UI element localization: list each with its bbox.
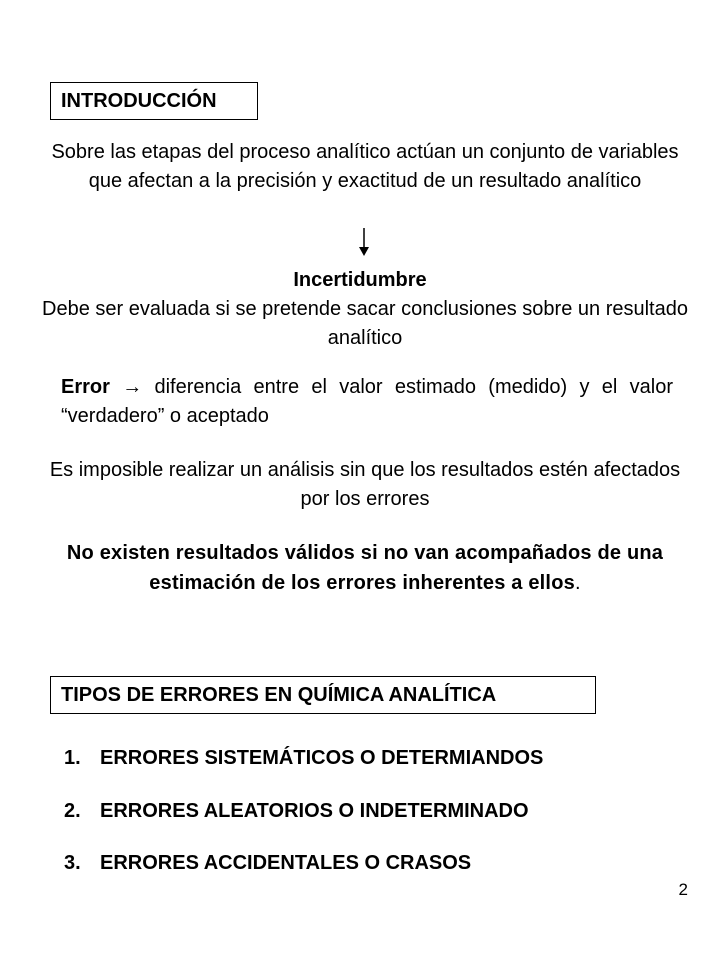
down-arrow-icon bbox=[356, 228, 372, 256]
error-term: Error bbox=[61, 376, 110, 398]
page-number: 2 bbox=[678, 880, 688, 899]
list-item-number: 1. bbox=[64, 747, 81, 769]
impossible-paragraph: Es imposible realizar un análisis sin que los resultados estén afectados por los errores bbox=[49, 459, 681, 510]
list-item bbox=[64, 799, 529, 823]
list-item-number: 2. bbox=[64, 800, 81, 822]
uncertainty-description: Debe ser evaluada si se pretende sacar conclusiones sobre un resultado analítico bbox=[42, 298, 688, 349]
list-item-label: ERRORES SISTEMÁTICOS O DETERMIANDOS bbox=[100, 747, 544, 769]
list-item bbox=[64, 746, 543, 770]
list-item bbox=[64, 851, 471, 875]
list-item-label: ERRORES ACCIDENTALES O CRASOS bbox=[100, 852, 472, 874]
key-statement-end: . bbox=[574, 572, 581, 594]
list-item-number: 3. bbox=[64, 852, 81, 874]
intro-paragraph: Sobre las etapas del proceso analítico actúan un conjunto de variables que afectan a la precisión y exactitud de un resultado analítico bbox=[51, 141, 679, 192]
error-definition bbox=[61, 373, 673, 431]
list-item-label: ERRORES ALEATORIOS O INDETERMINADO bbox=[100, 800, 529, 822]
uncertainty-title: Incertidumbre bbox=[293, 269, 427, 291]
error-types-heading: TIPOS DE ERRORES EN QUÍMICA ANALÍTICA bbox=[50, 676, 596, 714]
key-statement-bold: No existen resultados válidos si no van acompañados de una estimación de los errores inherentes a ellos bbox=[66, 542, 664, 594]
intro-heading: INTRODUCCIÓN bbox=[50, 82, 258, 120]
error-definition-text: → diferencia entre el valor estimado (medido) y el valor “verdadero” o aceptado bbox=[61, 376, 673, 427]
key-statement bbox=[40, 538, 690, 598]
